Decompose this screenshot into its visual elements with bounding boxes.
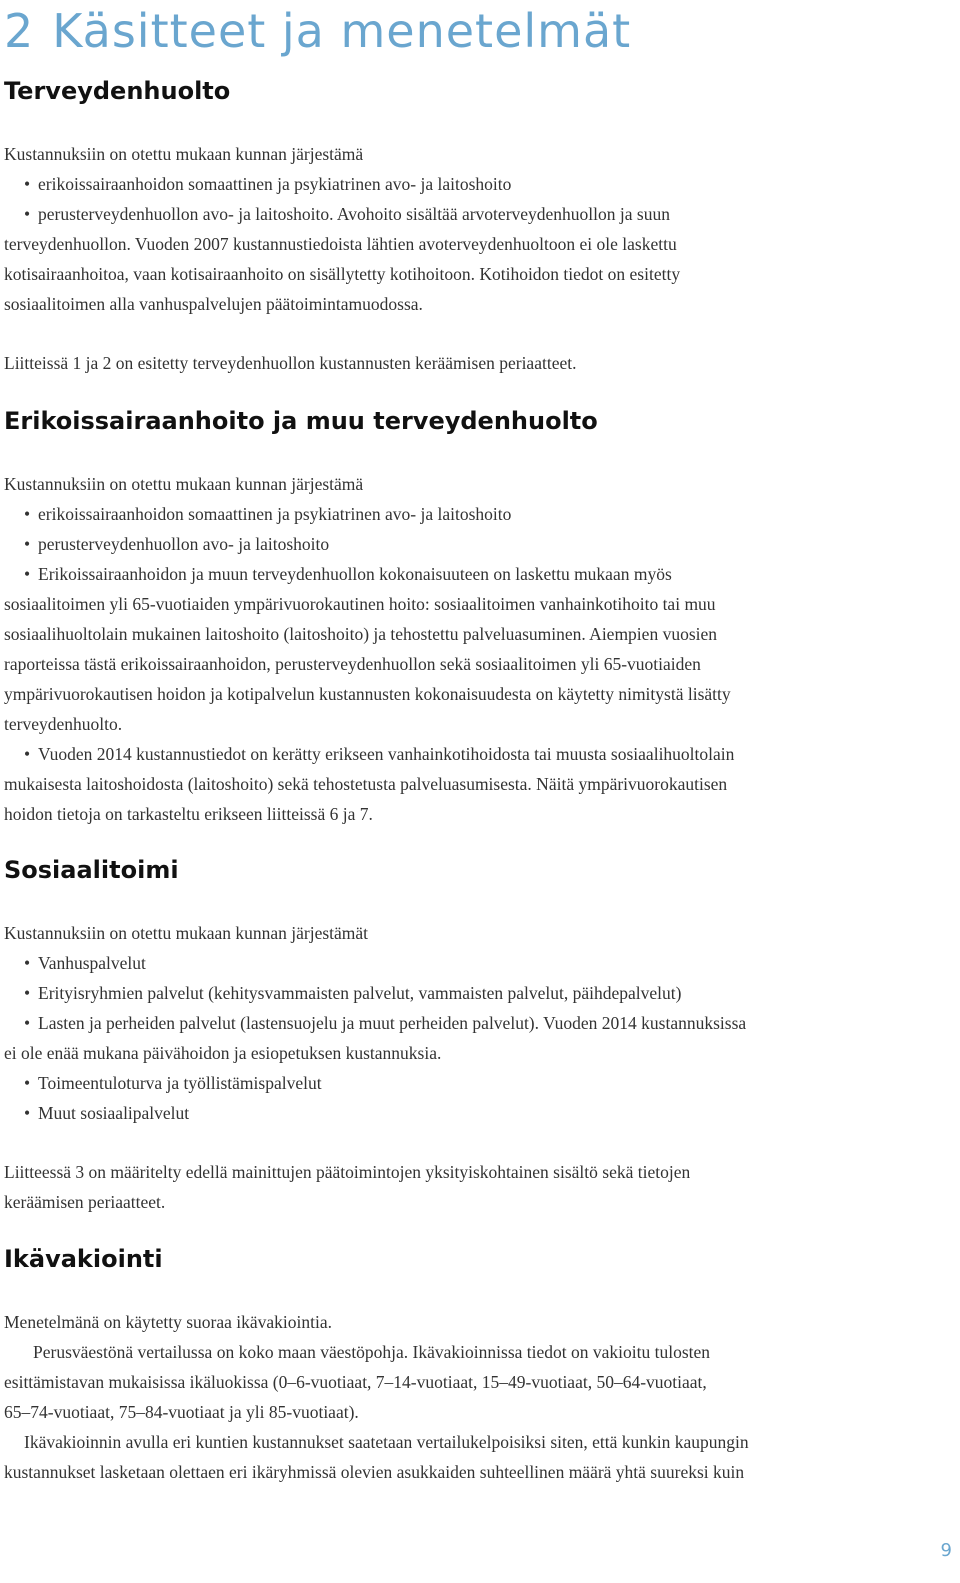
bullet-item: • Erikoissairaanhoidon ja muun terveydenhuollon kokonaisuuteen on laskettu mukaan myös — [24, 559, 672, 589]
page-number: 9 — [940, 1540, 952, 1561]
section-heading-sosiaalitoimi: Sosiaalitoimi — [4, 856, 179, 884]
paragraph-line: kustannukset lasketaan olettaen eri ikäryhmissä olevien asukkaiden suhteellinen määrä yhtä suureksi kuin — [4, 1462, 745, 1482]
paragraph-line: hoidon tietoja on tarkasteltu erikseen liitteissä 6 ja 7. — [4, 804, 373, 824]
paragraph-line: esittämistavan mukaisissa ikäluokissa (0–6-vuotiaat, 7–14-vuotiaat, 15–49-vuotiaat, 50–64-vuotiaat, — [4, 1372, 707, 1392]
bullet-item: • Lasten ja perheiden palvelut (lastensuojelu ja muut perheiden palvelut). Vuoden 2014 kustannuksissa — [24, 1008, 746, 1038]
bullet-item: • Vuoden 2014 kustannustiedot on kerätty erikseen vanhainkotihoidosta tai muusta sosiaalihuoltolain — [24, 739, 734, 769]
bullet-item: • Erityisryhmien palvelut (kehitysvammaisten palvelut, vammaisten palvelut, päihdepalvelut) — [24, 978, 681, 1008]
paragraph-line: Kustannuksiin on otettu mukaan kunnan järjestämä — [4, 474, 364, 494]
bullet-item: • perusterveydenhuollon avo- ja laitoshoito. Avohoito sisältää arvoterveydenhuollon ja suun — [24, 199, 670, 229]
paragraph-line: 65–74-vuotiaat, 75–84-vuotiaat ja yli 85-vuotiaat). — [4, 1402, 359, 1422]
bullet-item: • Muut sosiaalipalvelut — [24, 1098, 189, 1128]
bullet-item: • erikoissairaanhoidon somaattinen ja psykiatrinen avo- ja laitoshoito — [24, 169, 511, 199]
paragraph-line: terveydenhuollon. Vuoden 2007 kustannustiedoista lähtien avoterveydenhuoltoon ei ole laskettu — [4, 234, 677, 254]
paragraph-line: Liitteissä 1 ja 2 on esitetty terveydenhuollon kustannusten keräämisen periaatteet. — [4, 353, 577, 373]
paragraph-line: kotisairaanhoitoa, vaan kotisairaanhoito on sisällytetty kotihoitoon. Kotihoidon tiedot on esitetty — [4, 264, 681, 284]
chapter-number: 2 — [4, 4, 35, 58]
paragraph-line: ei ole enää mukana päivähoidon ja esiopetuksen kustannuksia. — [4, 1043, 442, 1063]
paragraph-line: Liitteessä 3 on määritelty edellä mainittujen päätoimintojen yksityiskohtainen sisältö sekä tietojen — [4, 1162, 691, 1182]
paragraph-line: sosiaalitoimen yli 65-vuotiaiden ympärivuorokautinen hoito: sosiaalitoimen vanhainkotihoito tai muu — [4, 594, 716, 614]
paragraph-line: sosiaalihuoltolain mukainen laitoshoito (laitoshoito) ja tehostettu palveluasuminen. Aiempien vuosien — [4, 624, 718, 644]
bullet-item: • erikoissairaanhoidon somaattinen ja psykiatrinen avo- ja laitoshoito — [24, 499, 511, 529]
paragraph-line: terveydenhuolto. — [4, 714, 123, 734]
chapter-title-text: Käsitteet ja menetelmät — [52, 4, 632, 58]
section-heading-erikoissairaanhoito: Erikoissairaanhoito ja muu terveydenhuolto — [4, 407, 598, 435]
section-heading-terveydenhuolto: Terveydenhuolto — [4, 77, 231, 105]
paragraph-line: sosiaalitoimen alla vanhuspalvelujen päätoimintamuodossa. — [4, 294, 423, 314]
paragraph-line: Menetelmänä on käytetty suoraa ikävakiointia. — [4, 1312, 333, 1332]
paragraph-line: Perusväestönä vertailussa on koko maan väestöpohja. Ikävakioinnissa tiedot on vakioitu tulosten — [33, 1342, 711, 1362]
bullet-item: • Vanhuspalvelut — [24, 948, 146, 978]
bullet-item: • perusterveydenhuollon avo- ja laitoshoito — [24, 529, 329, 559]
bullet-item: • Toimeentuloturva ja työllistämispalvelut — [24, 1068, 322, 1098]
paragraph-line: Ikävakioinnin avulla eri kuntien kustannukset saatetaan vertailukelpoisiksi siten, että kunkin kaupungin — [24, 1432, 749, 1452]
paragraph-line: mukaisesta laitoshoidosta (laitoshoito) sekä tehostetusta palveluasumisesta. Näitä ympärivuorokautisen — [4, 774, 728, 794]
paragraph-line: keräämisen periaatteet. — [4, 1192, 166, 1212]
chapter-title — [4, 0, 631, 62]
paragraph-line: Kustannuksiin on otettu mukaan kunnan järjestämä — [4, 144, 364, 164]
paragraph-line: Kustannuksiin on otettu mukaan kunnan järjestämät — [4, 923, 369, 943]
paragraph-line: raporteissa tästä erikoissairaanhoidon, perusterveydenhuollon sekä sosiaalitoimen yli 65-vuotiaiden — [4, 654, 701, 674]
section-heading-ikavakiointi: Ikävakiointi — [4, 1245, 163, 1273]
paragraph-line: ympärivuorokautisen hoidon ja kotipalvelun kustannusten kokonaisuudesta on käytetty nimitystä lisätty — [4, 684, 731, 704]
